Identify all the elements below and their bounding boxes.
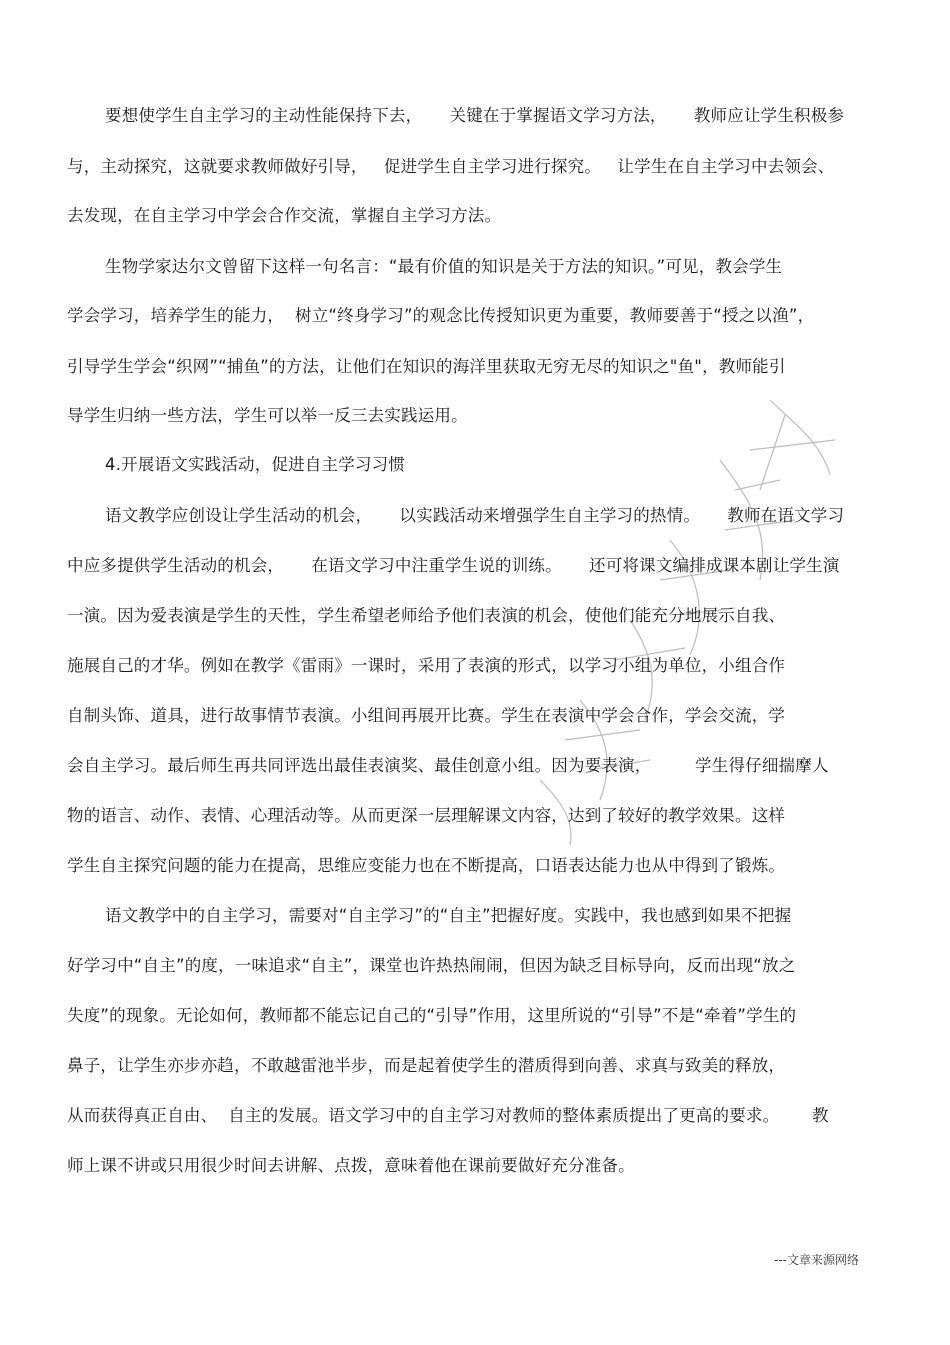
text-line: 好学习中“自主”的度，一味追求“自主”，课堂也许热热闹闹，但因为缺乏目标导向，反而出现“放之 <box>67 956 796 975</box>
source-footer: ---文章来源网络 <box>774 1253 859 1267</box>
section-heading: 4.开展语文实践活动，促进自主学习习惯 <box>105 455 406 474</box>
text-line: 要想使学生自主学习的主动性能保持下去， 关键在于掌握语文学习方法， 教师应让学生积极参 <box>105 106 845 125</box>
text-line: 引导学生学会“织网”“捕鱼”的方法，让他们在知识的海洋里获取无穷无尽的知识之"鱼"，教师能引 <box>67 357 786 376</box>
text-line: 一演。因为爱表演是学生的天性，学生希望老师给予他们表演的机会，使他们能充分地展示自我、 <box>67 606 786 625</box>
text-line: 施展自己的才华。例如在教学《雷雨》一课时，采用了表演的形式，以学习小组为单位，小组合作 <box>67 656 786 675</box>
text-line: 语文教学应创设让学生活动的机会， 以实践活动来增强学生自主学习的热情。 教师在语文学习 <box>105 506 845 525</box>
text-line: 导学生归纳一些方法，学生可以举一反三去实践运用。 <box>67 406 468 425</box>
text-line: 去发现，在自主学习中学会合作交流，掌握自主学习方法。 <box>67 206 502 225</box>
text-line: 学生自主探究问题的能力在提高，思维应变能力也在不断提高，口语表达能力也从中得到了锻炼。 <box>67 856 786 875</box>
text-line: 生物学家达尔文曾留下这样一句名言：“最有价值的知识是关于方法的知识。”可见，教会学生 <box>105 257 783 276</box>
text-line: 学会学习，培养学生的能力， 树立“终身学习”的观念比传授知识更为重要，教师要善于“授之以渔”， <box>67 306 815 325</box>
text-line: 语文教学中的自主学习，需要对“自主学习”的“自主”把握好度。实践中，我也感到如果不把握 <box>105 906 792 925</box>
text-line: 师上课不讲或只用很少时间去讲解、点拨，意味着他在课前要做好充分准备。 <box>67 1156 635 1175</box>
text-line: 鼻子，让学生亦步亦趋，不敢越雷池半步，而是起着使学生的潜质得到向善、求真与致美的释放， <box>67 1056 786 1075</box>
text-line: 失度”的现象。无论如何，教师都不能忘记自己的“引导”作用，这里所说的“引导”不是“牵着”学生的 <box>67 1006 797 1025</box>
text-line: 自制头饰、道具，进行故事情节表演。小组间再展开比赛。学生在表演中学会合作，学会交流，学 <box>67 706 786 725</box>
text-line: 从而获得真正自由、 自主的发展。语文学习中的自主学习对教师的整体素质提出了更高的要求。 教 <box>67 1106 829 1125</box>
text-line: 与，主动探究，这就要求教师做好引导， 促进学生自主学习进行探究。 让学生在自主学习中去领会、 <box>67 157 835 176</box>
text-line: 物的语言、动作、表情、心理活动等。从而更深一层理解课文内容，达到了较好的教学效果。这样 <box>67 806 786 825</box>
text-line: 会自主学习。最后师生再共同评选出最佳表演奖、最佳创意小组。因为要表演， 学生得仔细揣摩人 <box>67 756 829 775</box>
text-line: 中应多提供学生活动的机会， 在语文学习中注重学生说的训练。 还可将课文编排成课本剧让学生演 <box>67 556 840 575</box>
